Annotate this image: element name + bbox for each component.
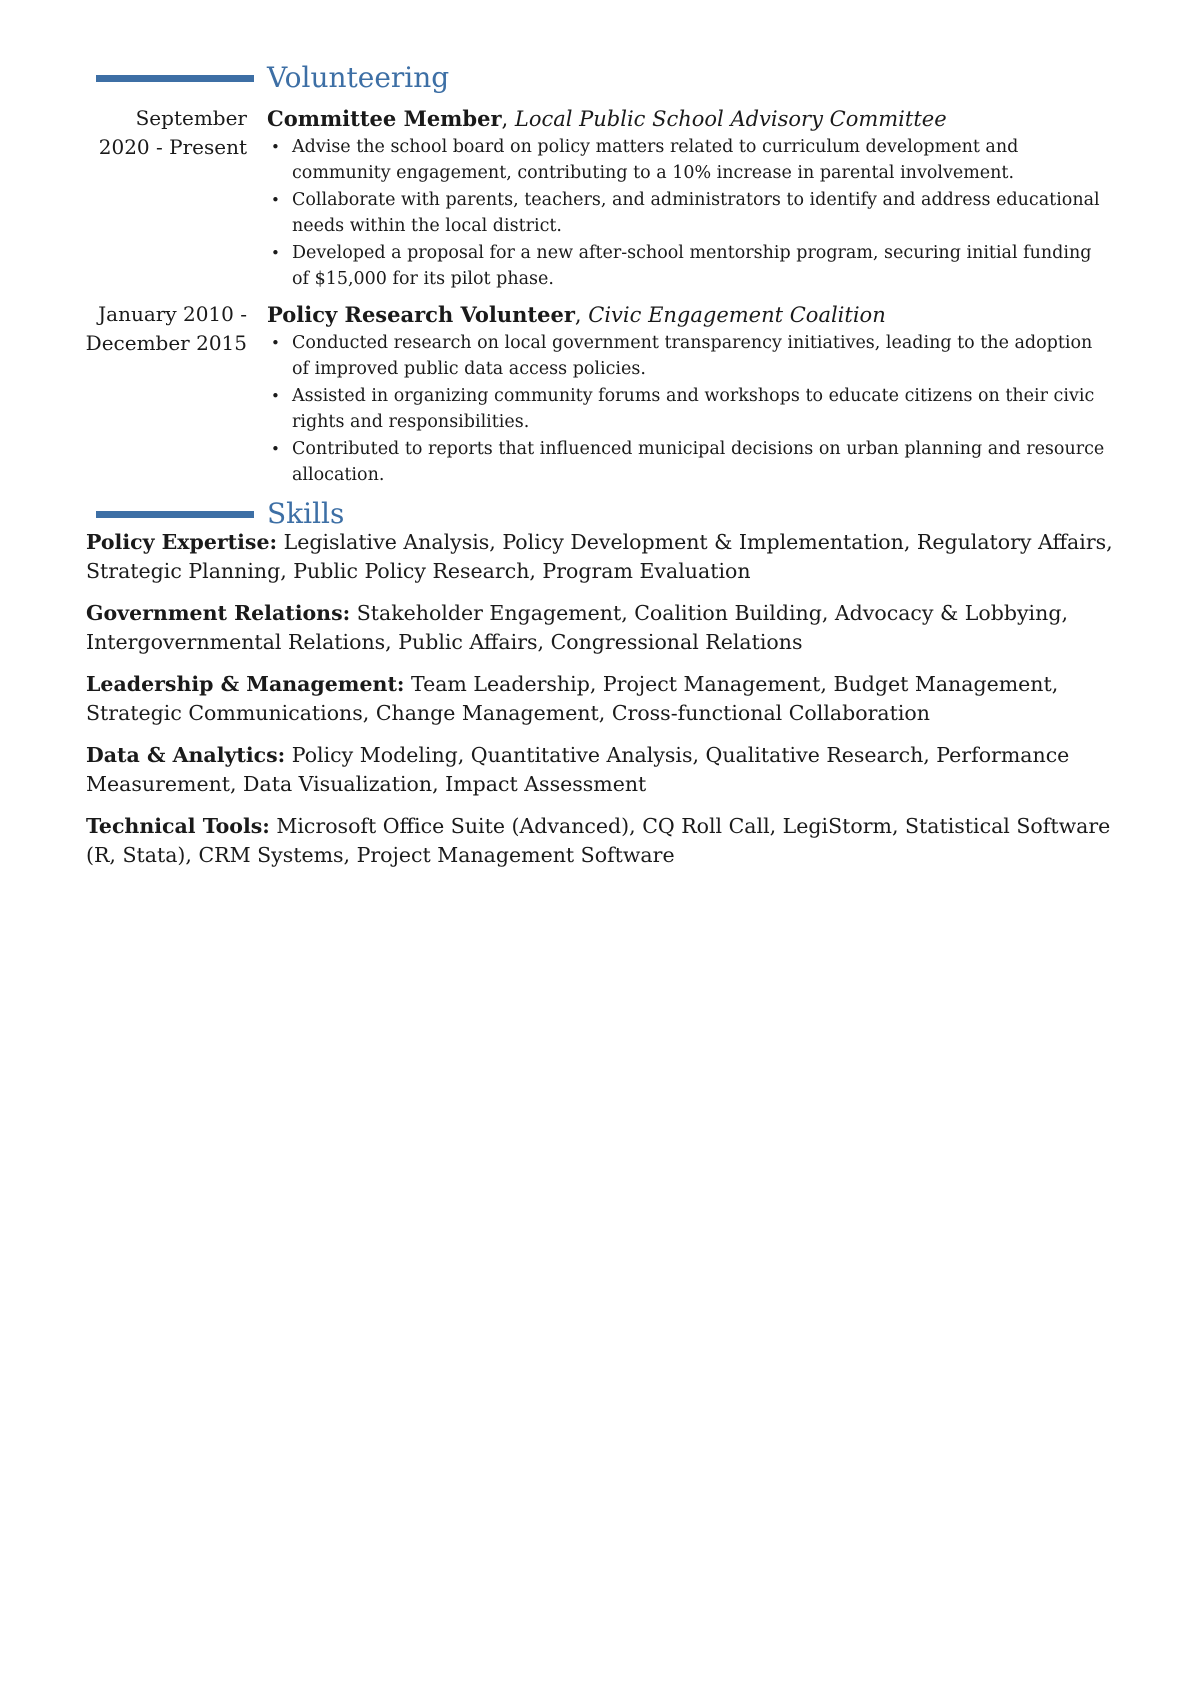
- bullet-icon: •: [271, 138, 280, 156]
- entry-heading: [267, 104, 1107, 134]
- skill-row: [86, 812, 1118, 870]
- list-item: [267, 187, 1107, 239]
- skill-row: [86, 670, 1118, 728]
- skill-values: Team Leadership, Project Management, Budget Management, Strategic Communications, Change Management, Cross-functional Collaboration: [86, 672, 1059, 725]
- list-item: [267, 134, 1107, 186]
- bullet-icon: •: [271, 191, 280, 209]
- heading-separator: ,: [501, 107, 515, 131]
- entry-heading: [267, 300, 1107, 330]
- list-item: [267, 383, 1107, 435]
- skill-category: Data & Analytics:: [86, 743, 286, 767]
- bullet-icon: •: [271, 387, 280, 405]
- skill-category: Policy Expertise:: [86, 530, 278, 554]
- heading-separator: ,: [574, 303, 589, 327]
- skill-row: [86, 528, 1118, 586]
- date-line: January 2010 -: [98, 302, 247, 326]
- entry-role: Policy Research Volunteer: [267, 302, 575, 327]
- entry-bullets: [267, 330, 1107, 488]
- entry-bullets: [267, 134, 1107, 292]
- skill-category: Government Relations:: [86, 601, 351, 625]
- skill-values: Microsoft Office Suite (Advanced), CQ Roll Call, LegiStorm, Statistical Software (R, Stata), CRM Systems, Project Management Software: [86, 814, 1111, 867]
- volunteering-section-header: [0, 60, 1190, 100]
- bullet-text: Conducted research on local government transparency initiatives, leading to the adoption of improved public data access policies.: [292, 333, 1093, 379]
- skill-row: [86, 741, 1118, 799]
- entry-dates: [60, 300, 247, 358]
- list-item: [267, 240, 1107, 292]
- date-line: December 2015: [85, 331, 247, 355]
- bullet-icon: •: [271, 244, 280, 262]
- volunteering-title: Volunteering: [267, 61, 450, 94]
- list-item: [267, 330, 1107, 382]
- entry-body: [267, 300, 1107, 489]
- bullet-icon: •: [271, 334, 280, 352]
- entry-body: [267, 104, 1107, 293]
- bullet-text: Assisted in organizing community forums and workshops to educate citizens on their civic rights and responsibilities.: [292, 386, 1095, 432]
- skills-list: [86, 528, 1118, 883]
- skills-title: Skills: [267, 497, 345, 530]
- entry-role: Committee Member: [267, 106, 502, 131]
- skill-category: Technical Tools:: [86, 814, 270, 838]
- skill-values: Legislative Analysis, Policy Development & Implementation, Regulatory Affairs, Strategic Planning, Public Policy Research, Program Evaluation: [86, 530, 1113, 583]
- skill-values: Policy Modeling, Quantitative Analysis, Qualitative Research, Performance Measurement, Data Visualization, Impact Assessment: [86, 743, 1070, 796]
- bullet-icon: •: [271, 440, 280, 458]
- skill-category: Leadership & Management:: [86, 672, 405, 696]
- skill-row: [86, 599, 1118, 657]
- date-line: 2020 - Present: [98, 135, 247, 159]
- bullet-text: Collaborate with parents, teachers, and administrators to identify and address educational needs within the local district.: [292, 190, 1100, 236]
- skill-values: Stakeholder Engagement, Coalition Building, Advocacy & Lobbying, Intergovernmental Relations, Public Affairs, Congressional Relations: [86, 601, 1068, 654]
- section-rule: [96, 75, 254, 82]
- section-rule: [96, 511, 254, 518]
- entry-organization: Local Public School Advisory Committee: [514, 107, 947, 131]
- bullet-text: Developed a proposal for a new after-school mentorship program, securing initial funding of $15,000 for its pilot phase.: [292, 243, 1092, 289]
- entry-organization: Civic Engagement Coalition: [588, 303, 886, 327]
- date-line: September: [135, 106, 247, 130]
- bullet-text: Advise the school board on policy matters related to curriculum development and community engagement, contributing to a 10% increase in parental involvement.: [292, 137, 1019, 183]
- list-item: [267, 436, 1107, 488]
- bullet-text: Contributed to reports that influenced municipal decisions on urban planning and resource allocation.: [292, 439, 1105, 485]
- entry-dates: [60, 104, 247, 162]
